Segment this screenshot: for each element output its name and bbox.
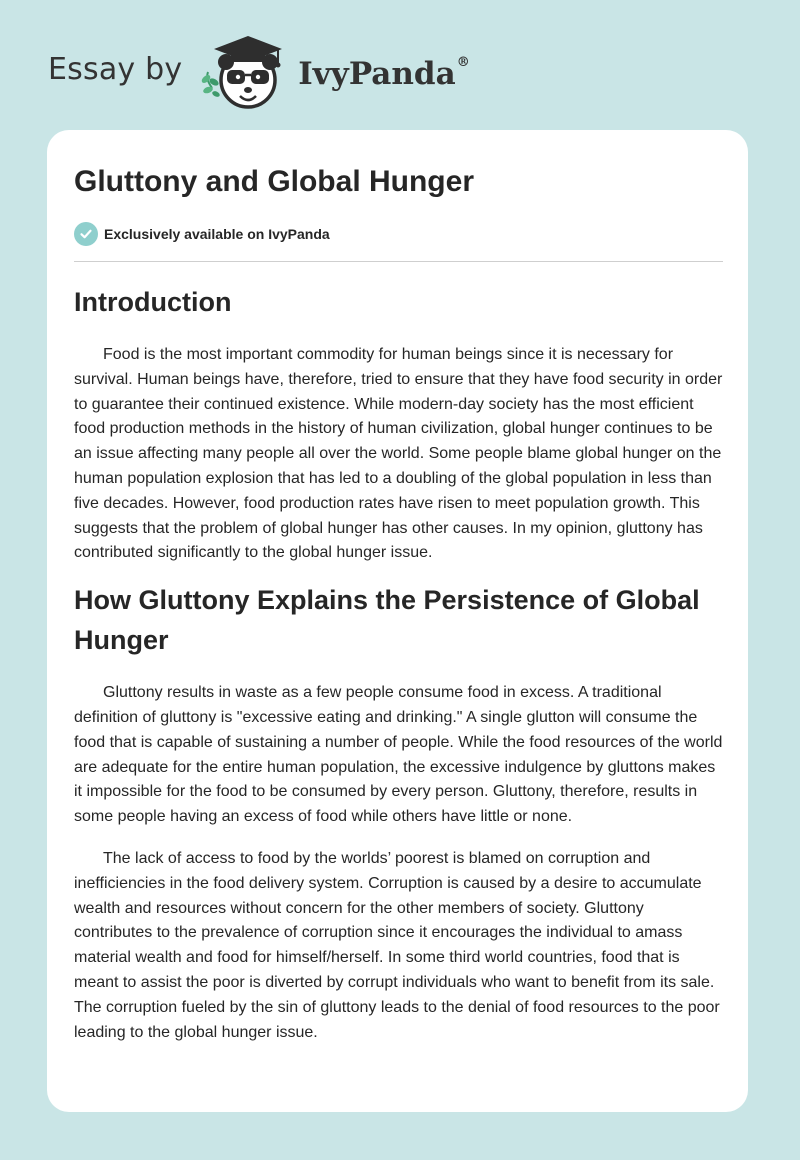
intro-paragraph: Food is the most important commodity for human beings since it is necessary for survival. Human beings have, therefore, tried to ensure that they have food security in order to guarantee their continued existence. While modern-day society has the most efficient food production methods in the history of human civilization, global hunger continues to be an issue affecting many people all over the world. Some people blame global hunger on the human population explosion that has led to a doubling of the global population in less than five decades. However, food production rates have risen to meet population growth. This suggests that the problem of global hunger has other causes. In my opinion, gluttony has contributed significantly to the global hunger issue.	[74, 346, 723, 562]
exclusive-badge	[74, 222, 330, 246]
gluttony-paragraph-2: The lack of access to food by the worlds’ poorest is blamed on corruption and inefficiencies in the food delivery system. Corruption is caused by a desire to accumulate wealth and resources without concern for the other members of society. Gluttony contributes to the prevalence of corruption since it encourages the individual to amass material wealth and food for himself/herself. In some third world countries, food that is meant to assist the poor is diverted by corrupt individuals who want to benefit from its sale. The corruption fueled by the sin of gluttony leads to the denial of food resources to the poor leading to the global hunger issue.	[74, 849, 720, 1041]
essay-title: Gluttony and Global Hunger	[74, 165, 474, 198]
check-circle-icon	[74, 222, 98, 246]
panda-graduate-icon[interactable]	[196, 32, 292, 112]
section-heading-introduction: Introduction	[74, 287, 232, 317]
site-header	[48, 32, 470, 112]
brand-text: IvyPanda	[298, 55, 456, 92]
section-heading-gluttony: How Gluttony Explains the Persistence of Global Hunger	[74, 585, 700, 656]
essay-by-label: Essay by	[48, 51, 183, 87]
registered-mark: ®	[456, 54, 470, 70]
exclusive-badge-text: Exclusively available on IvyPanda	[104, 226, 330, 242]
essay-body	[74, 282, 724, 1045]
title-divider	[74, 261, 723, 262]
essay-card	[47, 130, 748, 1112]
brand-name[interactable]	[298, 55, 469, 92]
gluttony-paragraph-1: Gluttony results in waste as a few people consume food in excess. A traditional definition of gluttony is "excessive eating and drinking." A single glutton will consume the food that is capable of sustaining a number of people. While the food resources of the world are adequate for the entire human population, the excessive indulgence by gluttons makes it impossible for the food to be consumed by every person. Gluttony, therefore, results in some people having an excess of food while others have little or none.	[74, 684, 723, 826]
